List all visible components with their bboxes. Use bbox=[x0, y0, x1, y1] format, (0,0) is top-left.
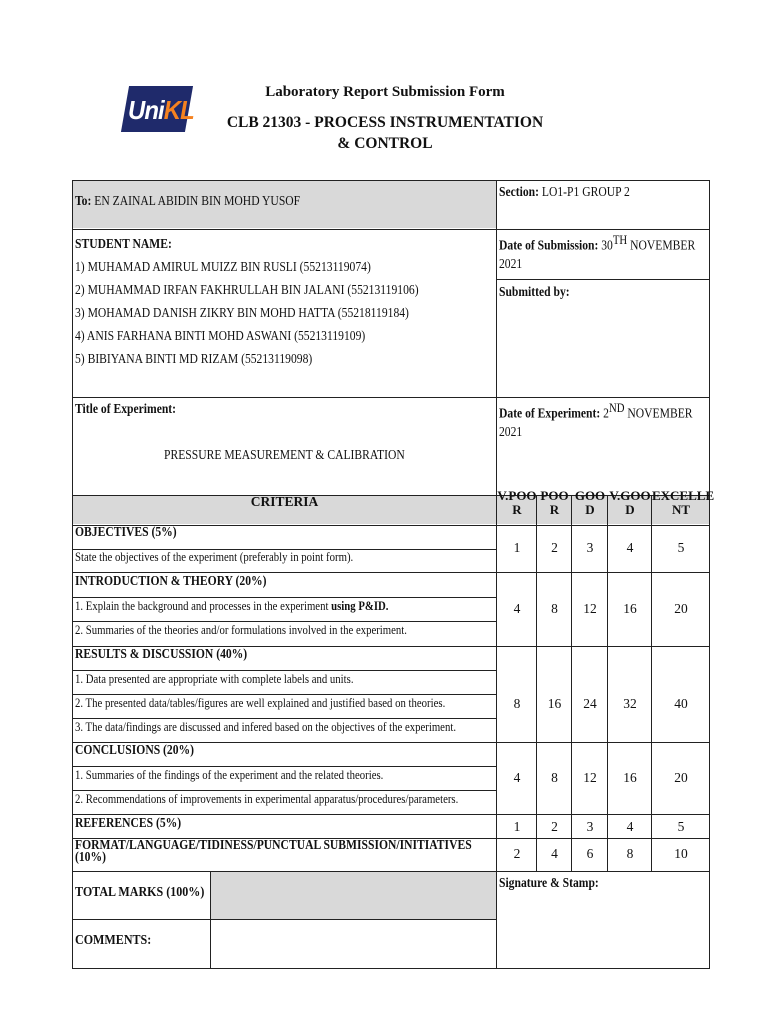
scale-vgood: V.GOO D bbox=[609, 488, 651, 517]
objectives-item-1: State the objectives of the experiment (preferably in point form). bbox=[75, 550, 354, 564]
course-title: CLB 21303 - PROCESS INSTRUMENTATION & CONTROL bbox=[226, 114, 544, 152]
comments-label: COMMENTS: bbox=[75, 933, 152, 948]
results-item-1: 1. Data presented are appropriate with complete labels and units. bbox=[75, 672, 354, 686]
introduction-item-1: 1. Explain the background and processes in the experiment using P&ID. bbox=[75, 599, 389, 613]
scale-vpoor: V.POO R bbox=[497, 488, 537, 517]
scale-poor: POO R bbox=[540, 488, 569, 517]
submission-date: Date of Submission: 30TH NOVEMBER bbox=[499, 233, 696, 253]
comments-field[interactable] bbox=[211, 920, 496, 968]
results-item-2: 2. The presented data/tables/figures are well explained and justified based on theories. bbox=[75, 696, 446, 710]
total-marks-field[interactable] bbox=[211, 872, 496, 919]
student-5: 5) BIBIYANA BINTI MD RIZAM (55213119098) bbox=[75, 351, 313, 366]
format-title: FORMAT/LANGUAGE/TIDINESS/PUNCTUAL SUBMISSION/INITIATIVES (10%) bbox=[75, 837, 472, 864]
conclusions-item-1: 1. Summaries of the findings of the experiment and the related theories. bbox=[75, 768, 384, 782]
student-4: 4) ANIS FARHANA BINTI MOHD ASWANI (55213119109) bbox=[75, 328, 366, 343]
signature-stamp-field[interactable] bbox=[497, 895, 709, 968]
form-title: Laboratory Report Submission Form bbox=[265, 84, 505, 100]
signature-stamp-label: Signature & Stamp: bbox=[499, 875, 599, 890]
section-field: Section: LO1-P1 GROUP 2 bbox=[499, 184, 630, 199]
experiment-date: Date of Experiment: 2ND NOVEMBER bbox=[499, 401, 693, 421]
scale-excellent: EXCELLE NT bbox=[652, 488, 715, 517]
criteria-header: CRITERIA bbox=[250, 494, 319, 509]
to-field: To: EN ZAINAL ABIDIN BIN MOHD YUSOF bbox=[75, 193, 301, 208]
submission-year: 2021 bbox=[499, 256, 523, 271]
introduction-title: INTRODUCTION & THEORY (20%) bbox=[75, 573, 267, 588]
introduction-item-2: 2. Summaries of the theories and/or formulations involved in the experiment. bbox=[75, 623, 407, 637]
scale-good: GOO D bbox=[574, 488, 606, 517]
results-item-3: 3. The data/findings are discussed and infered based on the objectives of the experiment. bbox=[75, 720, 457, 734]
title-label: Title of Experiment: bbox=[75, 401, 177, 416]
conclusions-item-2: 2. Recommendations of improvements in experimental apparatus/procedures/parameters. bbox=[75, 792, 459, 806]
experiment-year: 2021 bbox=[499, 424, 523, 439]
student-3: 3) MOHAMAD DANISH ZIKRY BIN MOHD HATTA (55218119184) bbox=[75, 305, 409, 320]
results-title: RESULTS & DISCUSSION (40%) bbox=[75, 646, 248, 661]
total-marks-label: TOTAL MARKS (100%) bbox=[75, 885, 205, 900]
unikl-logo: UniKL bbox=[128, 95, 194, 125]
student-name-label: STUDENT NAME: bbox=[75, 236, 172, 251]
conclusions-title: CONCLUSIONS (20%) bbox=[75, 742, 195, 757]
student-1: 1) MUHAMAD AMIRUL MUIZZ BIN RUSLI (55213119074) bbox=[75, 259, 371, 274]
objectives-title: OBJECTIVES (5%) bbox=[75, 524, 177, 539]
submitted-by-label: Submitted by: bbox=[499, 284, 570, 299]
experiment-title: PRESSURE MEASUREMENT & CALIBRATION bbox=[164, 447, 405, 462]
references-title: REFERENCES (5%) bbox=[75, 815, 182, 830]
student-2: 2) MUHAMMAD IRFAN FAKHRULLAH BIN JALANI (55213119106) bbox=[75, 282, 419, 297]
